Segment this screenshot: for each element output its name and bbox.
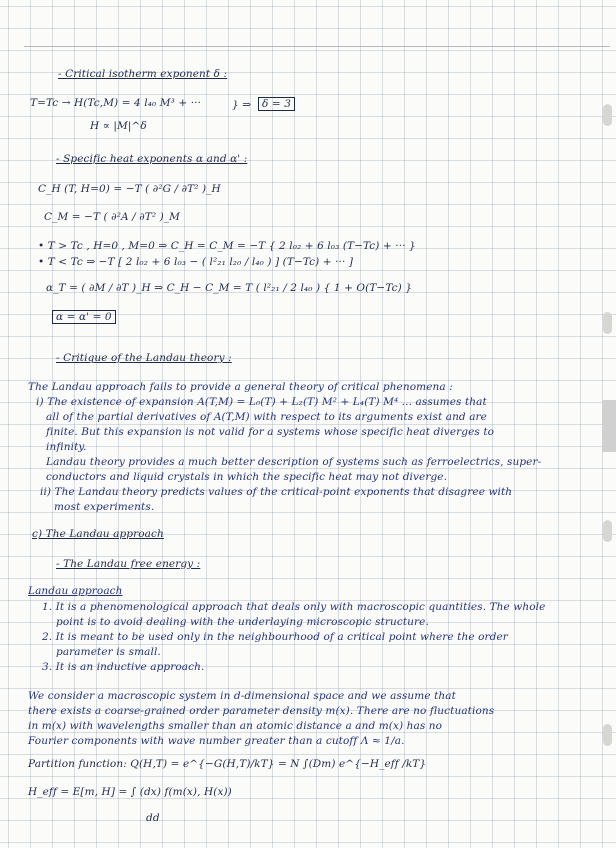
equation-line: dd <box>146 812 160 824</box>
text-line: i) The existence of expansion A(T,M) = L₀(T) + L₂(T) M² + L₄(T) M⁴ ... assumes that <box>36 396 487 408</box>
text-line: point is to avoid dealing with the underlaying microscopic structure. <box>56 616 429 628</box>
subheading-landau-approach: Landau approach <box>28 585 123 597</box>
text-line: conductors and liquid crystals in which the specific heat may not diverge. <box>46 471 448 483</box>
text-line: parameter is small. <box>56 646 161 658</box>
binder-tab <box>602 400 616 452</box>
equation-line: • T < Tc ⇒ −T [ 2 l₀₂ + 6 l₀₃ − ( l²₂₁ l₂₀ / l₄₀ ) ] (T−Tc) + ··· ] <box>38 256 354 268</box>
text-line: 1. It is a phenomenological approach that deals only with macroscopic quantities. The whole <box>42 601 546 613</box>
binder-hole <box>603 104 612 126</box>
equation-line: H_eff = E[m, H] = ∫ (dx) f(m(x), H(x)) <box>28 786 232 798</box>
equation-line: • T > Tc , H=0 , M=0 ⇒ C_H = C_M = −T { 2 l₀₂ + 6 l₀₃ (T−Tc) + ··· } <box>38 240 416 252</box>
text-line: in m(x) with wavelengths smaller than an atomic distance a and m(x) has no <box>28 720 443 732</box>
text-line: 2. It is meant to be used only in the neighbourhood of a critical point where the order <box>42 631 508 643</box>
text-line: finite. But this expansion is not valid for a systems whose specific heat diverges to <box>46 426 495 438</box>
heading-landau-free-energy: - The Landau free energy : <box>56 558 201 570</box>
text-line: all of the partial derivatives of A(T,M) with respect to its arguments exist and are <box>46 411 487 423</box>
equation-line: T=Tc → H(Tc,M) = 4 l₄₀ M³ + ··· <box>30 97 202 109</box>
top-margin-line <box>24 46 610 47</box>
binder-hole <box>603 724 612 746</box>
text-line: We consider a macroscopic system in d-dimensional space and we assume that <box>28 690 456 702</box>
equation-line: α_T = ( ∂M / ∂T )_H ⇒ C_H − C_M = T ( l²₂₁ / 2 l₄₀ ) { 1 + O(T−Tc) } <box>46 282 413 294</box>
text-line: The Landau approach fails to provide a general theory of critical phenomena : <box>28 381 453 393</box>
text-line: 3. It is an inductive approach. <box>42 661 205 673</box>
brace-implies: } ⇒ <box>232 99 252 111</box>
binder-hole <box>603 312 612 334</box>
equation-line: H ∝ |M|^δ <box>90 120 147 132</box>
text-line: ii) The Landau theory predicts values of the critical-point exponents that disagree with <box>40 486 513 498</box>
text-line: there exists a coarse-grained order parameter density m(x). There are no fluctuations <box>28 705 495 717</box>
binder-hole <box>603 520 612 542</box>
text-line: Landau theory provides a much better description of systems such as ferroelectrics, super- <box>46 456 542 468</box>
heading-critical-isotherm: - Critical isotherm exponent δ : <box>58 68 228 80</box>
equation-line: C_M = −T ( ∂²A / ∂T² )_M <box>44 211 180 223</box>
equation-line: C_H (T, H=0) = −T ( ∂²G / ∂T² )_H <box>38 183 221 195</box>
text-line: Fourier components with wave number greater than a cutoff Λ ≈ 1/a. <box>28 735 405 747</box>
boxed-result-alpha: α = α' = 0 <box>52 310 116 324</box>
boxed-result-delta: δ = 3 <box>258 97 295 111</box>
heading-specific-heat: - Specific heat exponents α and α' : <box>56 153 248 165</box>
heading-critique: - Critique of the Landau theory : <box>56 352 232 364</box>
heading-landau-approach: c) The Landau approach <box>32 528 164 540</box>
equation-line: Partition function: Q(H,T) = e^{−G(H,T)/kT} = N ∫(Dm) e^{−H_eff /kT} <box>28 758 427 770</box>
text-line: infinity. <box>46 441 87 453</box>
text-line: most experiments. <box>54 501 155 513</box>
